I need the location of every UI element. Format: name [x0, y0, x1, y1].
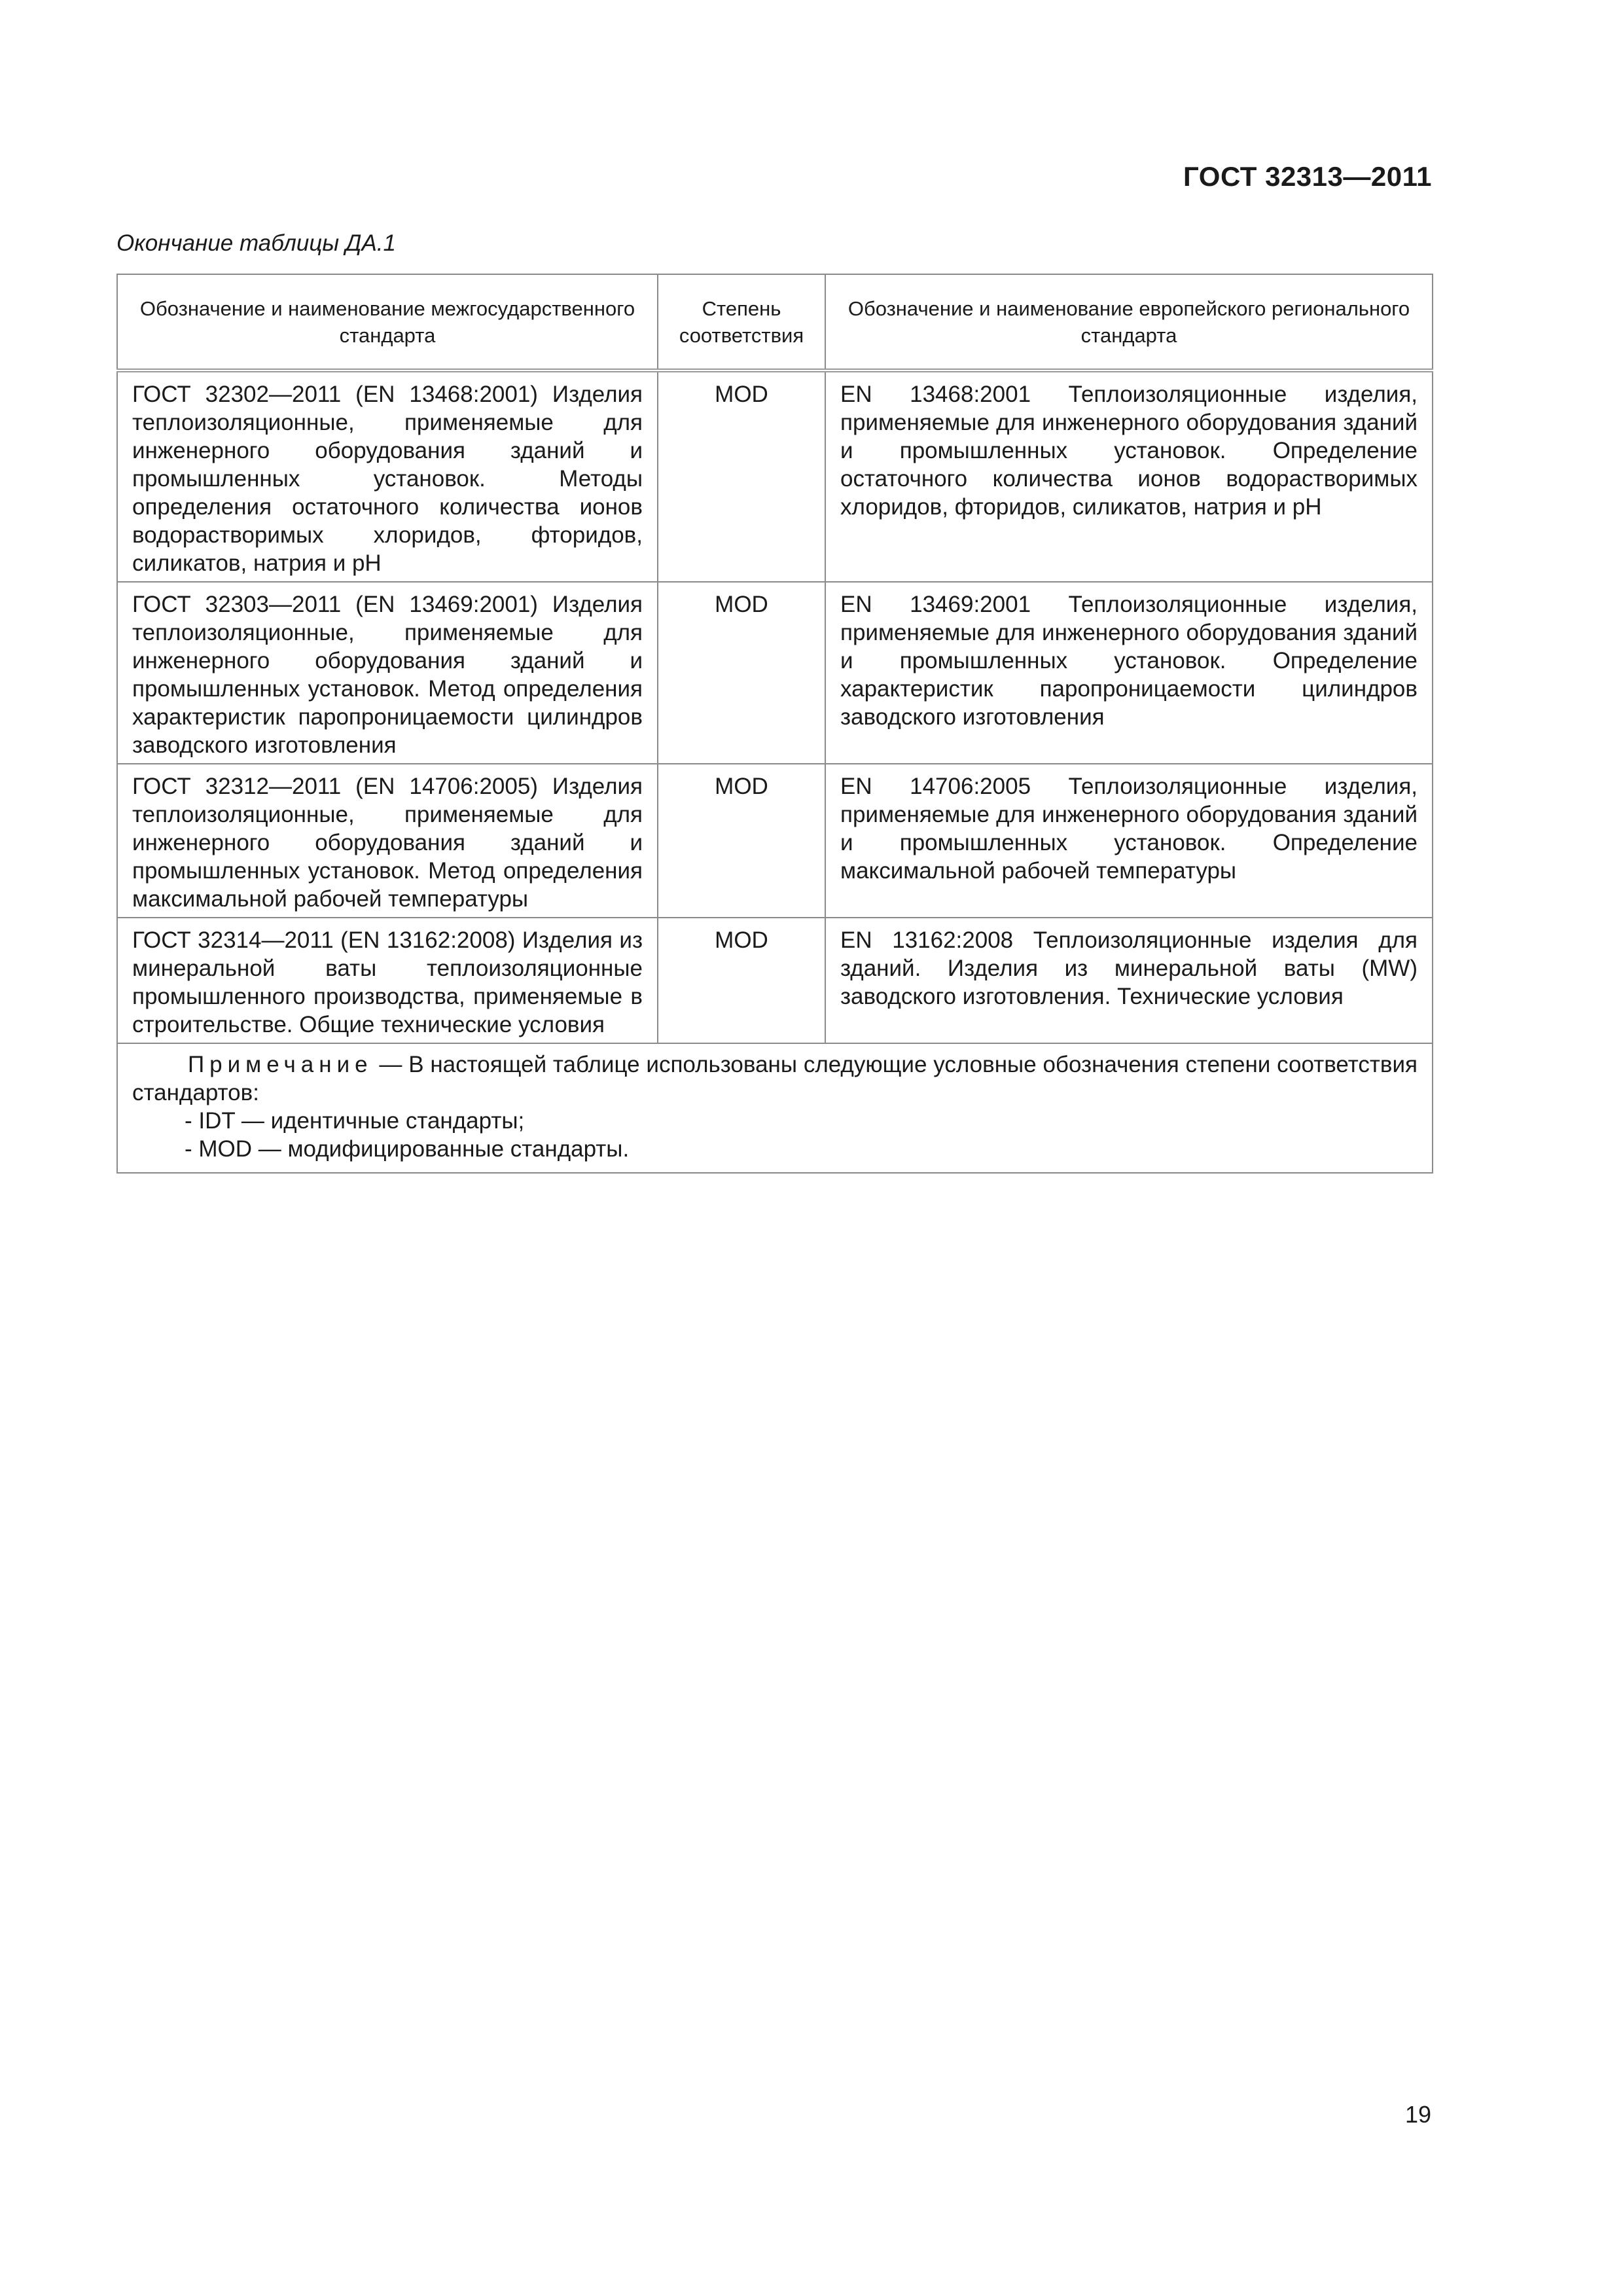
interstate-standard-cell: ГОСТ 32302—2011 (EN 13468:2001) Изделия теплоизоляционные, применяемые для инженерного оборудования зданий и промышленных установок. Методы определения остаточного количества ионов водорастворимых хлоридов, фторидов, силикатов, натрия и pH [117, 370, 658, 582]
european-standard-cell: EN 13468:2001 Теплоизоляционные изделия, применяемые для инженерного оборудования зданий и промышленных установок. Определение остаточного количества ионов водорастворимых хлоридов, фторидов, силикатов, натрия и pH [825, 370, 1433, 582]
degree-cell: MOD [658, 370, 825, 582]
table-note [117, 1043, 1433, 1173]
page-number: 19 [1404, 2101, 1431, 2128]
interstate-standard-cell: ГОСТ 32312—2011 (EN 14706:2005) Изделия теплоизоляционные, применяемые для инженерного оборудования зданий и промышленных установок. Метод определения максимальной рабочей температуры [117, 764, 658, 918]
degree-cell: MOD [658, 582, 825, 764]
note-label: Примечание [188, 1052, 373, 1077]
table-row [117, 764, 1433, 918]
header-degree-of-correspondence: Степень соответствия [658, 274, 825, 370]
note-item: - IDT — идентичные стандарты; [185, 1108, 525, 1134]
table-row [117, 582, 1433, 764]
document-code: ГОСТ 32313—2011 [1183, 161, 1432, 192]
table-row [117, 918, 1433, 1043]
degree-cell: MOD [658, 764, 825, 918]
standards-correspondence-table [116, 274, 1433, 1174]
european-standard-cell: EN 14706:2005 Теплоизоляционные изделия, применяемые для инженерного оборудования зданий и промышленных установок. Определение максимальной рабочей температуры [825, 764, 1433, 918]
european-standard-cell: EN 13469:2001 Теплоизоляционные изделия, применяемые для инженерного оборудования зданий и промышленных установок. Определение характеристик паропроницаемости цилиндров заводского изготовления [825, 582, 1433, 764]
table-row [117, 370, 1433, 582]
table-header-row [117, 274, 1433, 370]
note-item: - MOD — модифицированные стандарты. [185, 1136, 630, 1162]
european-standard-cell: EN 13162:2008 Теплоизоляционные изделия для зданий. Изделия из минеральной ваты (MW) заводского изготовления. Технические условия [825, 918, 1433, 1043]
header-interstate-standard: Обозначение и наименование межгосударственного стандарта [117, 274, 658, 370]
header-european-standard: Обозначение и наименование европейского регионального стандарта [825, 274, 1433, 370]
degree-cell: MOD [658, 918, 825, 1043]
table-note-row [117, 1043, 1433, 1173]
table-caption: Окончание таблицы ДА.1 [116, 230, 396, 256]
note-text: — В настоящей таблице использованы следующие условные обозначения степени соответствия стандартов: [132, 1052, 1418, 1105]
note-paragraph [132, 1050, 1418, 1107]
interstate-standard-cell: ГОСТ 32303—2011 (EN 13469:2001) Изделия теплоизоляционные, применяемые для инженерного оборудования зданий и промышленных установок. Метод определения характеристик паропроницаемости цилиндров заводского изготовления [117, 582, 658, 764]
interstate-standard-cell: ГОСТ 32314—2011 (EN 13162:2008) Изделия из минеральной ваты теплоизоляционные промышленного производства, применяемые в строительстве. Общие технические условия [117, 918, 658, 1043]
